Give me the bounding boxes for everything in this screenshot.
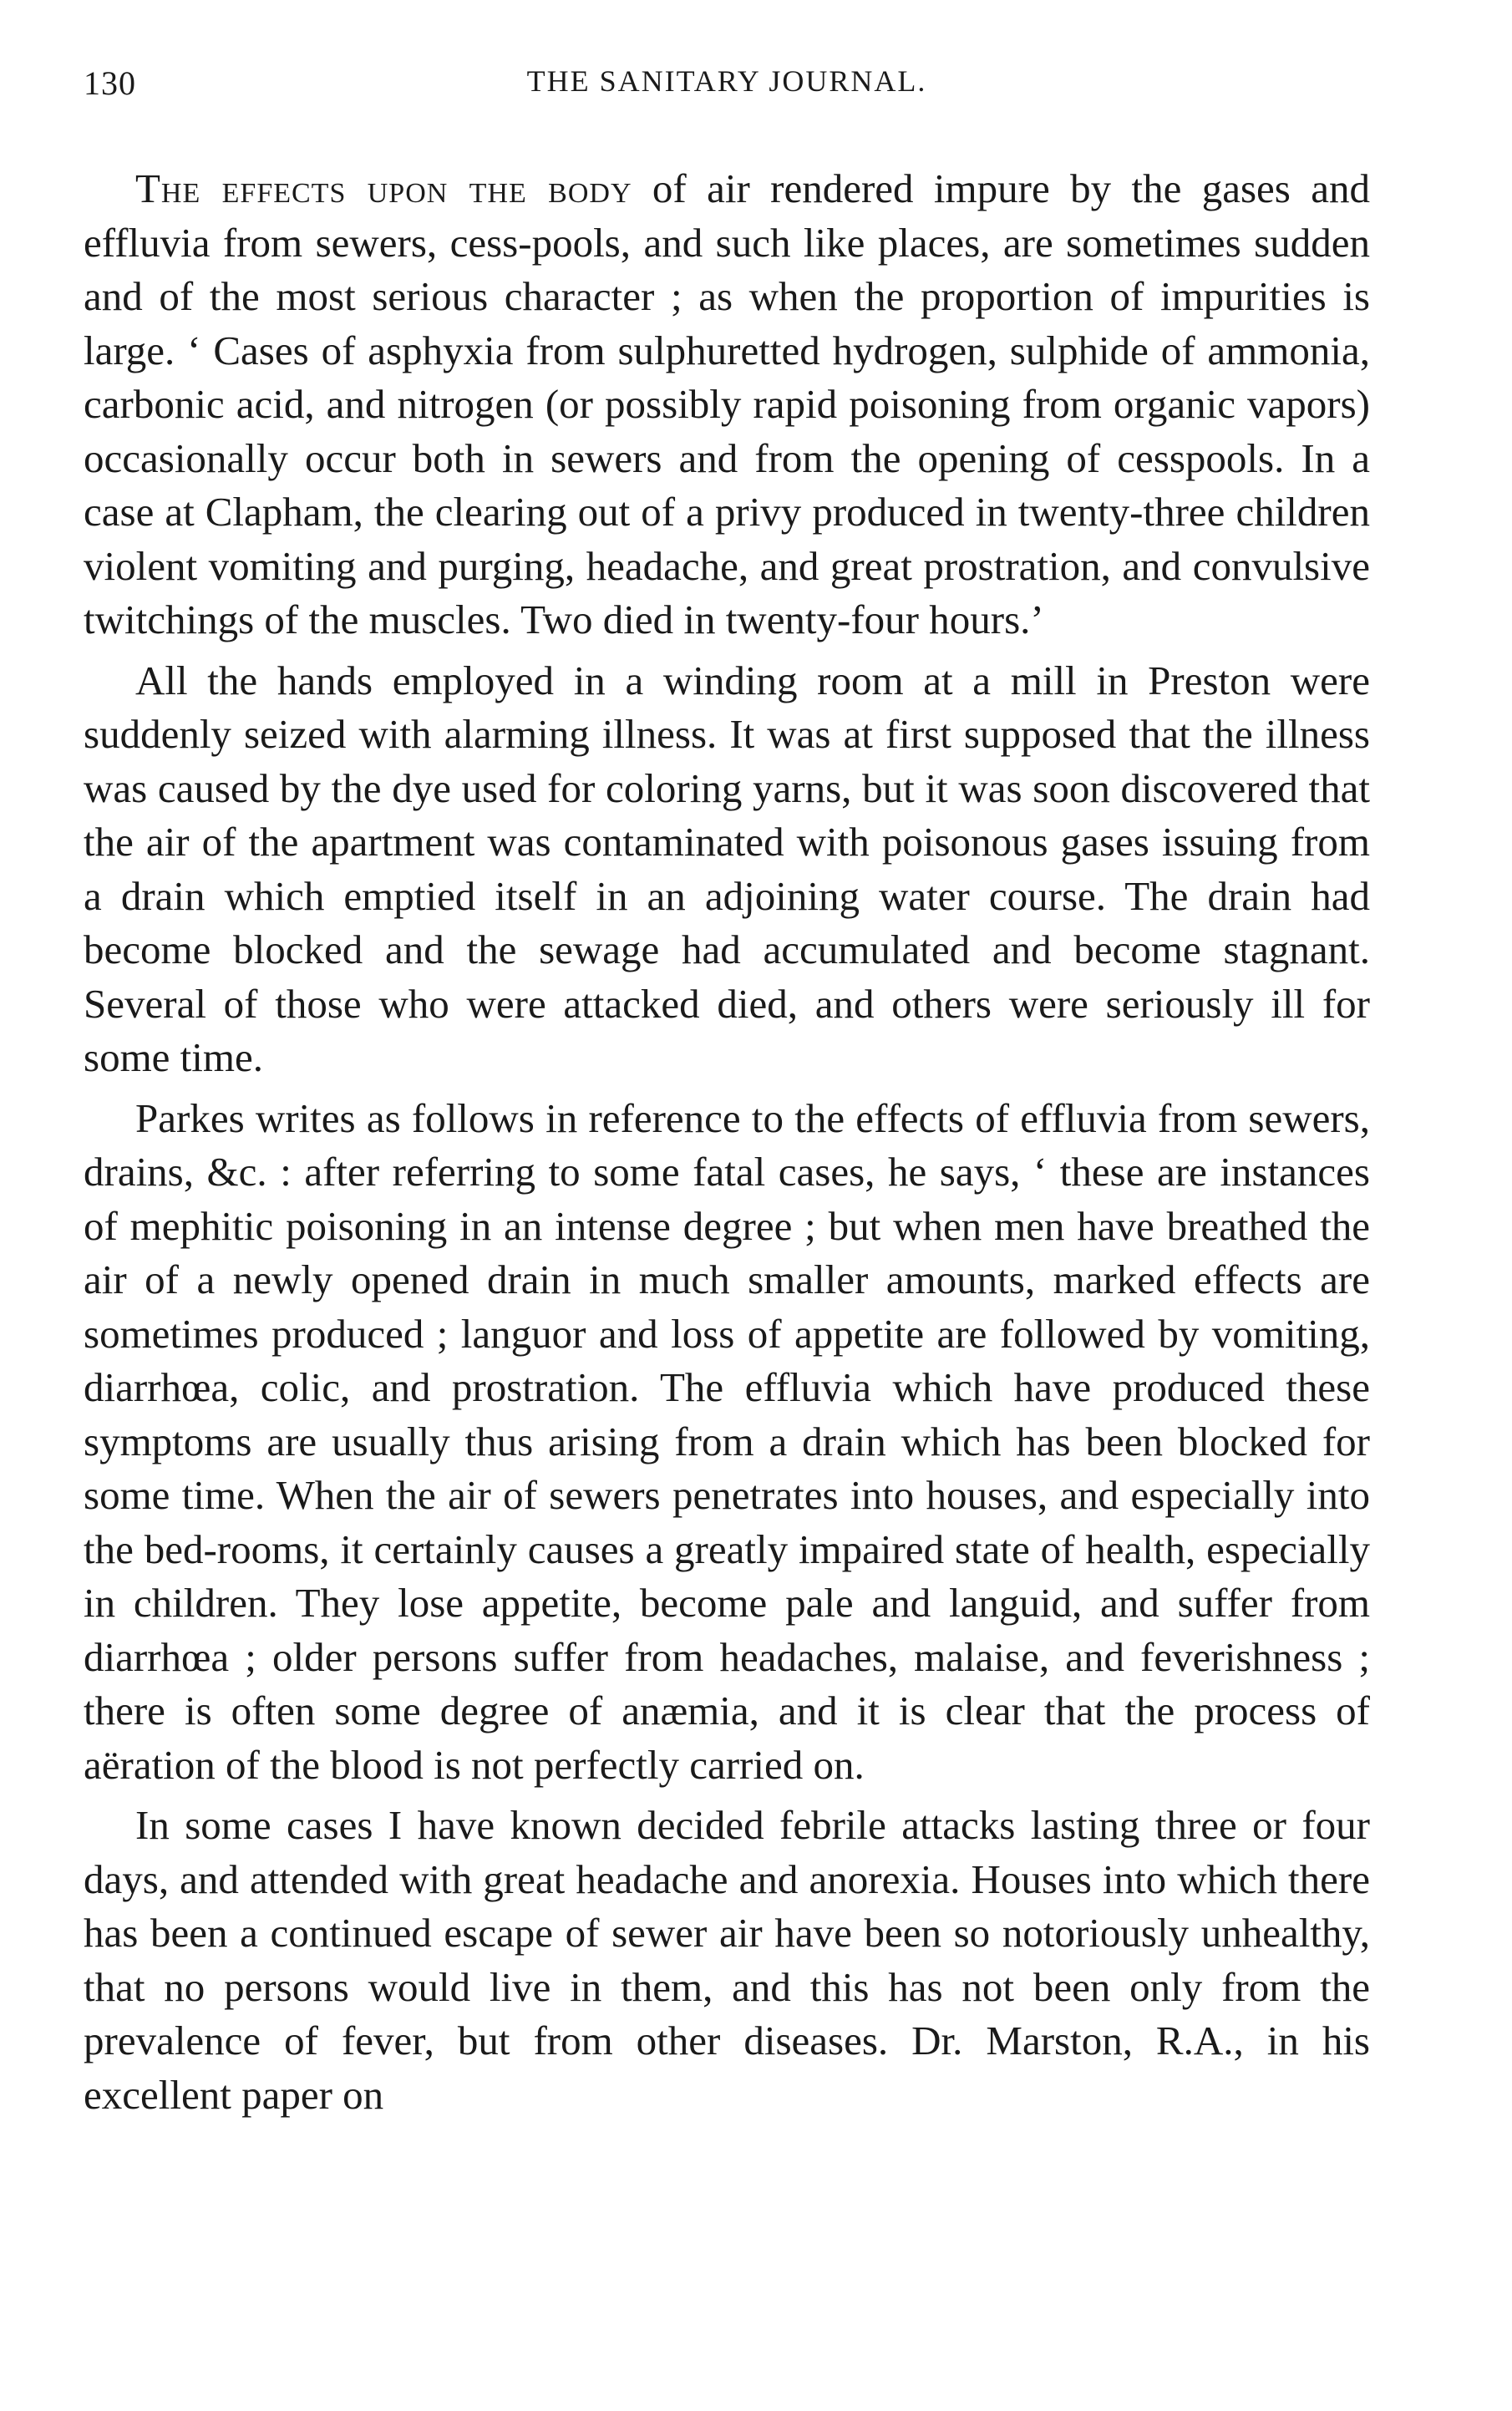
- journal-title: THE SANITARY JOURNAL.: [526, 64, 927, 98]
- paragraph-text: of air rendered impure by the gases and effluvia from sewers, cess-pools, and such like places, are sometimes sudden and of the most serious character ; as when the proportion of impurities is large. ‘ Cases of asphyxia from sulphuretted hydrogen, sulphide of ammonia, carbonic acid, and nitrogen (or possibly rapid poisoning from organic vapors) occasionally occur both in sewers and from the opening of cesspools. In a case at Clapham, the clearing out of a privy produced in twenty-three children violent vomiting and purging, headache, and great prostration, and convulsive twitchings of the muscles. Two died in twenty-four hours.’: [84, 165, 1371, 642]
- journal-page: [84, 58, 1370, 2129]
- page-number: 130: [84, 64, 136, 102]
- paragraph-preston-mill: All the hands employed in a winding room at a mill in Preston were suddenly seized with alarming illness. It was at first supposed that the illness was caused by the dye used for coloring yarns, but it was soon discovered that the air of the apartment was contaminated with poisonous gases issuing from a drain which emptied itself in an adjoining water course. The drain had become blocked and the sewage had accumulated and become stagnant. Several of those who were attacked died, and others were seriously ill for some time.: [84, 657, 1370, 1080]
- running-head: [84, 58, 1370, 119]
- article-body: [84, 162, 1370, 2122]
- paragraph-parkes-quote: Parkes writes as follows in reference to the effects of effluvia from sewers, drains, &c. : after referring to some fatal cases, he says, ‘ these are instances of mephitic poisoning in an intense degree ; but when men have breathed the air of a newly opened drain in much smaller amounts, marked effects are sometimes produced ; languor and loss of appetite are followed by vomiting, diarrhœa, colic, and prostration. The effluvia which have produced these symptoms are usually thus arising from a drain which has been blocked for some time. When the air of sewers penetrates into houses, and especially into the bed-rooms, it certainly causes a greatly impaired state of health, especially in children. They lose appetite, become pale and languid, and suffer from diarrhœa ; older persons suffer from headaches, malaise, and feverishness ; there is often some degree of anæmia, and it is clear that the process of aëration of the blood is not perfectly carried on.: [84, 1094, 1370, 1788]
- paragraph-febrile-attacks: In some cases I have known decided febrile attacks lasting three or four days, and attended with great headache and anorexia. Houses into which there has been a continued escape of sewer air have been so notoriously unhealthy, that no persons would live in them, and this has not been only from the prevalence of fever, but from other diseases. Dr. Marston, R.A., in his excellent paper on: [84, 1802, 1370, 2118]
- paragraph-effects-on-body: [84, 162, 1370, 647]
- paragraph-lead-small-caps: The effects upon the body: [135, 165, 632, 211]
